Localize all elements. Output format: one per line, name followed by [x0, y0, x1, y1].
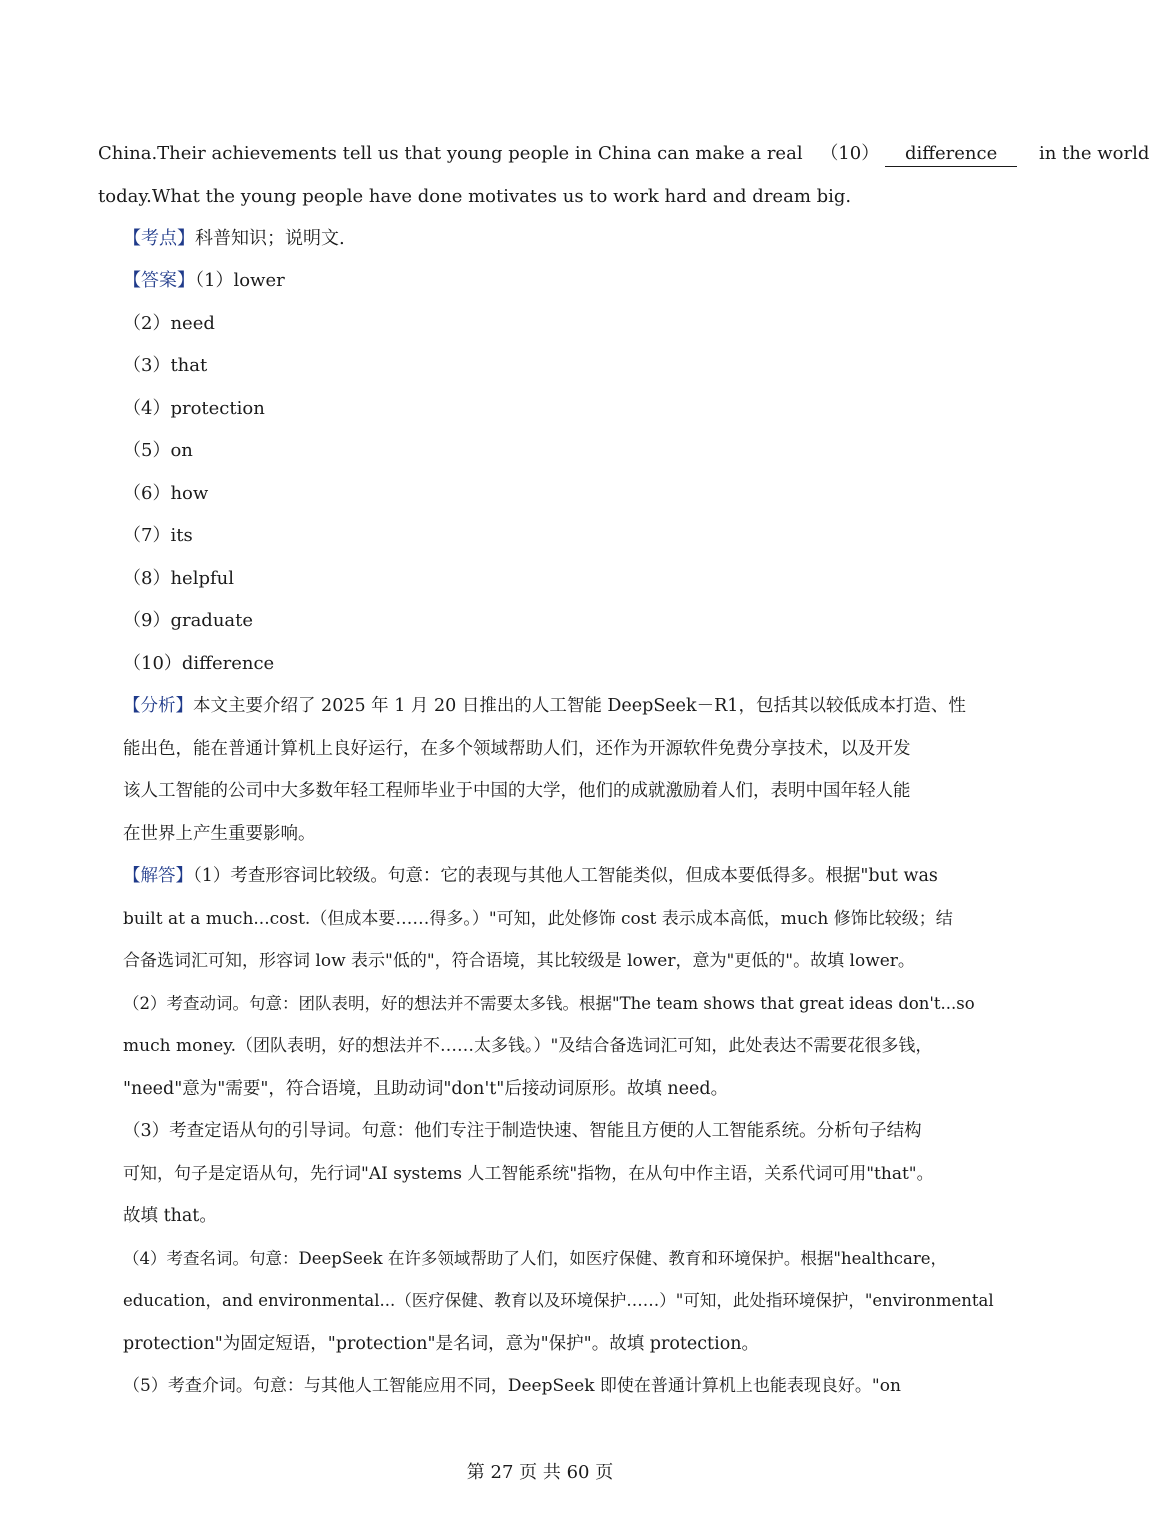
solution-text: 合备选词汇可知，形容词 low 表示"低的"，符合语境，其比较级是 lower，意为"更低的"。故填 lower。	[123, 951, 915, 971]
analysis-text: 在世界上产生重要影响。	[123, 824, 316, 844]
solution-text: 故填 that。	[123, 1206, 217, 1226]
answer-item: （9）graduate	[123, 610, 254, 631]
analysis-tag: 【分析】	[123, 696, 193, 716]
answer-tag: 【答案】	[123, 270, 195, 291]
solution-text: protection"为固定短语，"protection"是名词，意为"保护"。故填 protection。	[123, 1334, 759, 1354]
page-number: 第 27 页 共 60 页	[466, 1462, 614, 1483]
solution-text: （1）考查形容词比较级。句意：它的表现与其他人工智能类似，但成本要低得多。根据"but was	[193, 866, 938, 886]
answer-item: （5）on	[123, 440, 193, 461]
answer-item: （6）how	[123, 483, 209, 504]
solution-text: much money.（团队表明，好的想法并不……太多钱。）"及结合备选词汇可知，此处表达不需要花很多钱，	[123, 1036, 933, 1056]
blank-number: （10）	[820, 143, 880, 164]
analysis-text: 该人工智能的公司中大多数年轻工程师毕业于中国的大学，他们的成就激励着人们，表明中国年轻人能	[123, 781, 911, 801]
solution-text: （2）考查动词。句意：团队表明，好的想法并不需要太多钱。根据"The team shows that great ideas don't...so	[123, 994, 975, 1013]
solution-text: "need"意为"需要"，符合语境，且助动词"don't"后接动词原形。故填 need。	[123, 1079, 729, 1099]
solution-tag: 【解答】	[123, 866, 193, 886]
intro-line-1	[98, 142, 1149, 167]
answer-item: （10）difference	[123, 653, 275, 674]
analysis-text: 本文主要介绍了 2025 年 1 月 20 日推出的人工智能 DeepSeek－R1，包括其以较低成本打造、性	[193, 696, 966, 716]
answer-item: （4）protection	[123, 398, 265, 419]
intro-text-a: China.Their achievements tell us that young people in China can make a real	[98, 143, 803, 164]
solution-line-1	[123, 864, 938, 888]
intro-text-b: in the world	[1039, 143, 1149, 164]
answer-item: （8）helpful	[123, 568, 234, 589]
intro-line-2: today.What the young people have done motivates us to work hard and dream big.	[98, 186, 852, 207]
answer-item: （7）its	[123, 525, 193, 546]
solution-text: （5）考查介词。句意：与其他人工智能应用不同，DeepSeek 即使在普通计算机上也能表现良好。"on	[123, 1376, 901, 1396]
answer-item: （2）need	[123, 313, 215, 334]
analysis-text: 能出色，能在普通计算机上良好运行，在多个领域帮助人们，还作为开源软件免费分享技术，以及开发	[123, 739, 911, 759]
kaodian-tag: 【考点】	[123, 228, 195, 249]
kaodian-text: 科普知识；说明文.	[195, 228, 345, 249]
solution-text: built at a much...cost.（但成本要……得多。）"可知，此处修饰 cost 表示成本高低，much 修饰比较级；结	[123, 909, 953, 929]
answer-item: （3）that	[123, 355, 208, 376]
analysis-line-1	[123, 694, 966, 718]
answer-item: （1）lower	[195, 270, 285, 291]
solution-text: education，and environmental...（医疗保健、教育以及环境保护……）"可知，此处指环境保护，"environmental	[123, 1291, 994, 1310]
solution-text: 可知，句子是定语从句，先行词"AI systems 人工智能系统"指物，在从句中作主语，关系代词可用"that"。	[123, 1164, 934, 1184]
solution-text: （3）考查定语从句的引导词。句意：他们专注于制造快速、智能且方便的人工智能系统。分析句子结构	[123, 1121, 922, 1141]
kaodian-line	[123, 227, 345, 251]
answer-blank: difference	[885, 142, 1017, 167]
solution-text: （4）考查名词。句意：DeepSeek 在许多领域帮助了人们，如医疗保健、教育和环境保护。根据"healthcare，	[123, 1249, 947, 1268]
answer-line-1	[123, 269, 285, 293]
